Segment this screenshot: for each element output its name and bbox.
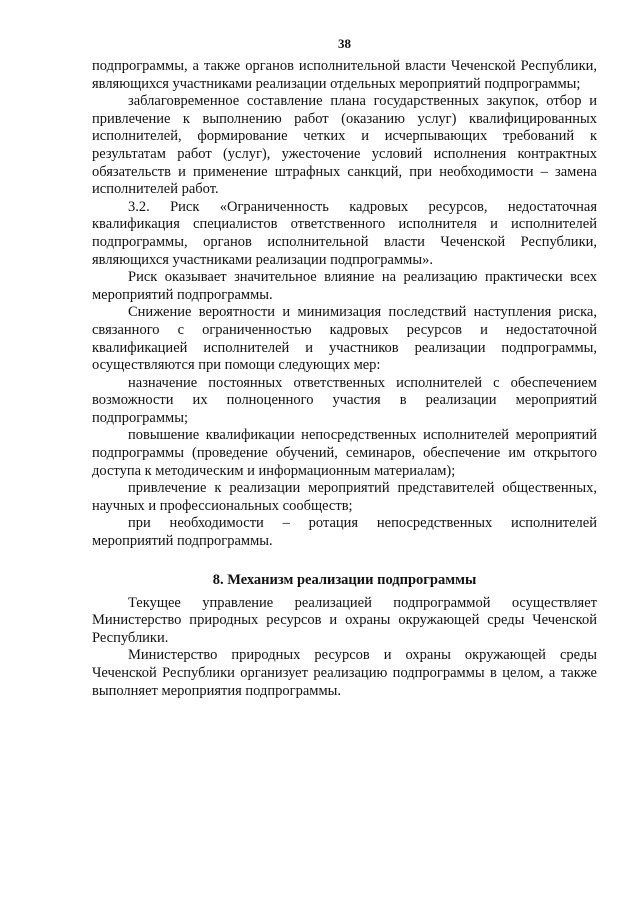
list-item: привлечение к реализации мероприятий представителей общественных, научных и профессиональных сообществ; (92, 480, 597, 514)
section-body-after (92, 595, 597, 701)
document-page (92, 36, 597, 700)
page-number: 38 (338, 36, 351, 51)
paragraph: Текущее управление реализацией подпрограммой осуществляет Министерство природных ресурсов и охраны окружающей среды Чеченской Республики. (92, 594, 597, 646)
paragraph: заблаговременное составление плана государственных закупок, отбор и привлечение к выполнению работ (оказанию услуг) квалифицированных исполнителей, формирование четких и исчерпывающих требований к результатам работ (услуг), ужесточение условий исполнения контрактных обязательств и применение штрафных санкций, при необходимости – замена исполнителей работ. (92, 93, 597, 198)
section-heading: 8. Механизм реализации подпрограммы (212, 571, 477, 588)
section-body-before (92, 58, 597, 551)
paragraph: Министерство природных ресурсов и охраны окружающей среды Чеченской Республики организует реализацию подпрограммы в целом, а также выполняет мероприятия подпрограммы. (92, 647, 597, 699)
paragraph: подпрограммы, а также органов исполнительной власти Чеченской Республики, являющихся участниками реализации отдельных мероприятий подпрограммы; (92, 58, 597, 92)
paragraph: Снижение вероятности и минимизация последствий наступления риска, связанного с ограниченностью кадровых ресурсов и недостаточной квалификацией исполнителей и участников реализации подпрограммы, осуществляются при помощи следующих мер: (92, 304, 597, 374)
list-item: назначение постоянных ответственных исполнителей с обеспечением возможности их полноценного участия в реализации мероприятий подпрограммы; (92, 374, 597, 426)
list-item: повышение квалификации непосредственных исполнителей мероприятий подпрограммы (проведение обучений, семинаров, обеспечение им открытого доступа к методическим и информационным материалам); (92, 427, 597, 479)
list-item: при необходимости – ротация непосредственных исполнителей мероприятий подпрограммы. (92, 515, 597, 550)
paragraph: 3.2. Риск «Ограниченность кадровых ресурсов, недостаточная квалификация специалистов ответственного исполнителя и исполнителей подпрограммы, органов исполнительной власти Чеченской Республики, являющихся участниками реализации подпрограммы». (92, 198, 597, 268)
paragraph: Риск оказывает значительное влияние на реализацию практически всех мероприятий подпрограммы. (92, 269, 597, 303)
